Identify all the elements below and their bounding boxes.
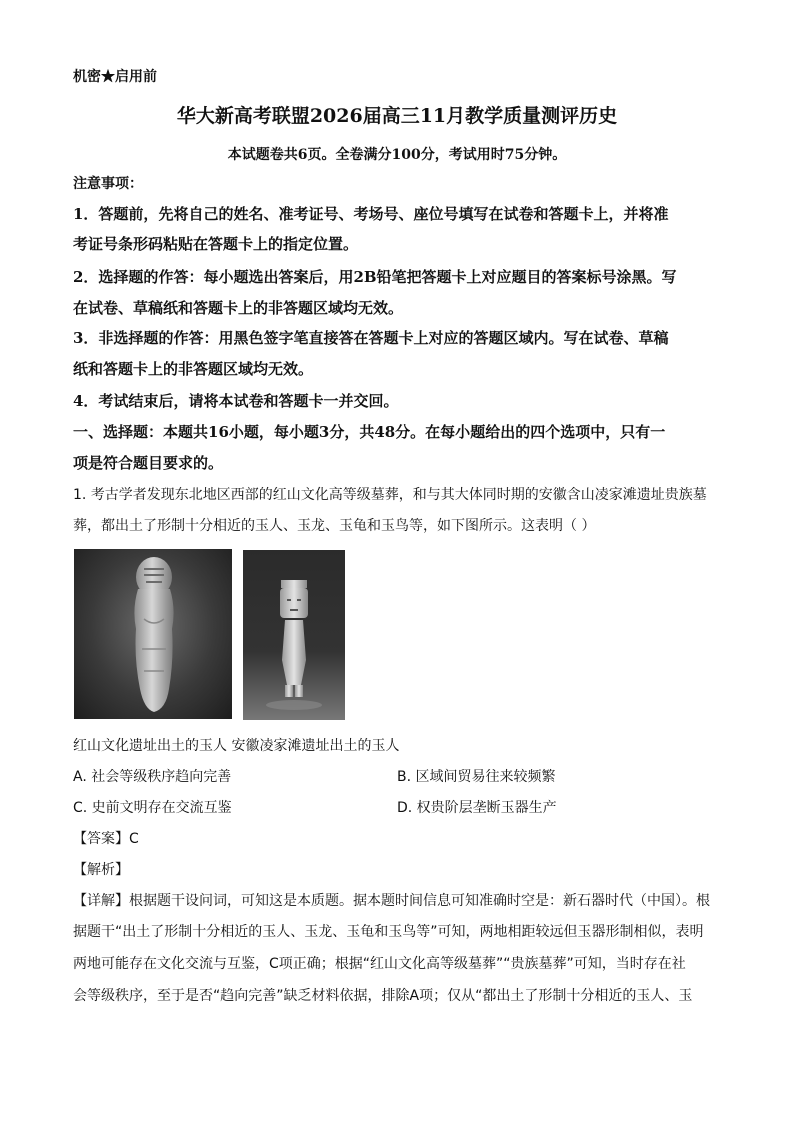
exam-subtitle: 本试题卷共6页。全卷满分100分，考试用时75分钟。 xyxy=(227,147,567,163)
notice-line: 3．非选择题的作答：用黑色签字笔直接答在答题卡上对应的答题区域内。写在试卷、草稿 xyxy=(73,329,669,347)
option-c[interactable]: C. 史前文明存在交流互鉴 xyxy=(73,800,232,816)
question-stem: 1. 考古学者发现东北地区西部的红山文化高等级墓葬，和与其大体同时期的安徽含山凌家滩遗址贵族墓 xyxy=(73,487,707,503)
page-title: 华大新高考联盟2026届高三11月教学质量测评历史 xyxy=(176,105,618,127)
explanation-line: 会等级秩序，至于是否“趋向完善”缺乏材料依据，排除A项；仅从“都出土了形制十分相近的玉人、玉 xyxy=(73,988,693,1004)
explanation-line: 【详解】根据题干设问词，可知这是本质题。据本题时间信息可知准确时空是：新石器时代（中国）。根 xyxy=(73,893,710,909)
analysis-tag: 【解析】 xyxy=(73,862,129,878)
option-d[interactable]: D. 权贵阶层垄断玉器生产 xyxy=(397,800,557,816)
notice-line: 纸和答题卡上的非答题区域均无效。 xyxy=(73,360,314,378)
explanation-line: 据题干“出土了形制十分相近的玉人、玉龙、玉龟和玉鸟等”可知，两地相距较远但玉器形制相似，表明 xyxy=(73,924,704,940)
section-heading: 一、选择题：本题共16小题，每小题3分，共48分。在每小题给出的四个选项中，只有一 xyxy=(73,423,666,441)
notice-line: 4．考试结束后，请将本试卷和答题卡一并交回。 xyxy=(73,392,399,410)
jade-figure-drawing xyxy=(243,550,345,720)
jade-figure-drawing xyxy=(74,549,232,719)
answer-tag: 【答案】 xyxy=(73,831,129,847)
notice-line: 2．选择题的作答：每小题选出答案后，用2B铅笔把答题卡上对应题目的答案标号涂黑。写 xyxy=(73,268,677,286)
option-b[interactable]: B. 区域间贸易往来较频繁 xyxy=(397,769,556,785)
notice-line: 1．答题前，先将自己的姓名、准考证号、考场号、座位号填写在试卷和答题卡上，并将准 xyxy=(73,205,669,223)
figure-caption: 红山文化遗址出土的玉人 安徽凌家滩遗址出土的玉人 xyxy=(73,738,400,754)
lingjiatan-jade-figure-image xyxy=(243,550,345,720)
explanation-line: 两地可能存在文化交流与互鉴，C项正确；根据“红山文化高等级墓葬”“贵族墓葬”可知，当时存在社 xyxy=(73,956,686,972)
confidential-label: 机密★启用前 xyxy=(73,69,157,85)
notice-line: 在试卷、草稿纸和答题卡上的非答题区域均无效。 xyxy=(73,299,404,317)
option-a[interactable]: A. 社会等级秩序趋向完善 xyxy=(73,769,232,785)
hongshan-jade-figure-image xyxy=(74,549,232,719)
section-heading-cont: 项是符合题目要求的。 xyxy=(73,454,224,472)
question-stem: 葬，都出土了形制十分相近的玉人、玉龙、玉龟和玉鸟等，如下图所示。这表明（ ） xyxy=(73,518,596,534)
answer-row xyxy=(73,828,139,848)
answer-value: C xyxy=(129,831,139,847)
notice-line: 考证号条形码粘贴在答题卡上的指定位置。 xyxy=(73,235,359,253)
notice-heading: 注意事项： xyxy=(73,176,143,192)
